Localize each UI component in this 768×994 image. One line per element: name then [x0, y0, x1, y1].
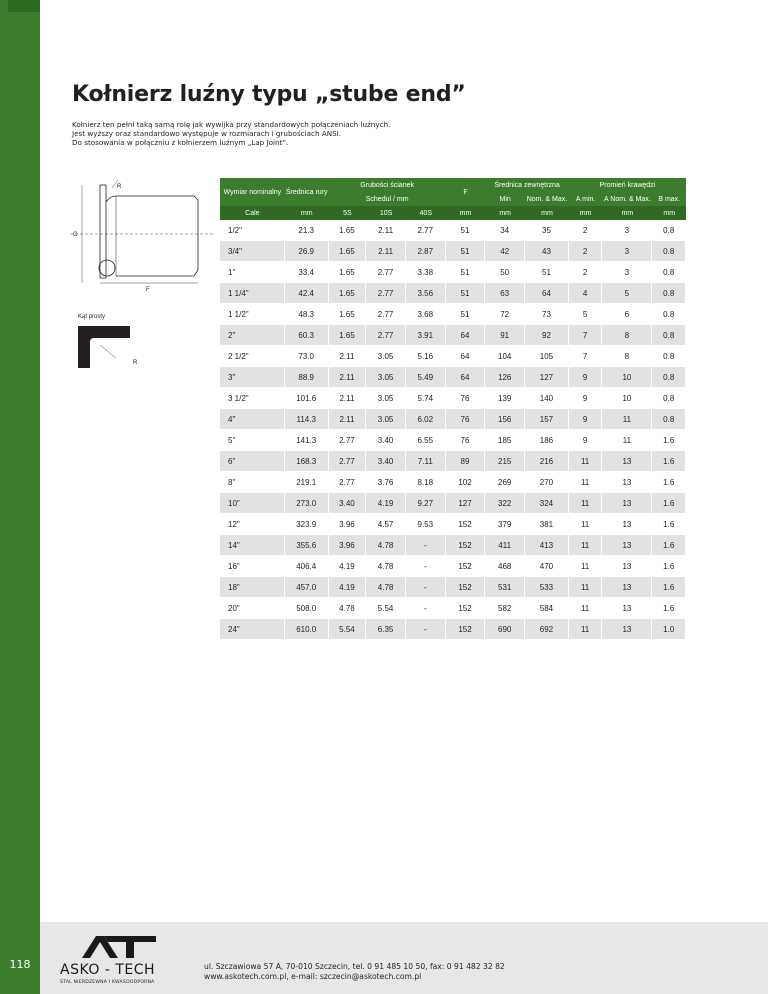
header-schedul: Schedul / mm	[329, 192, 446, 206]
unit-cell: 40S	[406, 206, 446, 220]
size-cell: 3/4"	[220, 241, 285, 262]
table-row	[220, 430, 686, 451]
value-cell: 3.05	[366, 388, 406, 409]
value-cell: 4.57	[366, 514, 406, 535]
value-cell: 60.3	[285, 325, 329, 346]
value-cell: 168.3	[285, 451, 329, 472]
value-cell: 270	[525, 472, 569, 493]
value-cell: 11	[569, 472, 602, 493]
value-cell: 63	[485, 283, 525, 304]
size-cell: 4"	[220, 409, 285, 430]
table-row	[220, 556, 686, 577]
value-cell: 2.87	[406, 241, 446, 262]
unit-cell: mm	[446, 206, 486, 220]
value-cell: 152	[446, 577, 486, 598]
value-cell: 11	[569, 493, 602, 514]
size-cell: 5"	[220, 430, 285, 451]
value-cell: 0.8	[652, 241, 686, 262]
value-cell: 2	[569, 262, 602, 283]
value-cell: 2.77	[366, 262, 406, 283]
value-cell: 73	[525, 304, 569, 325]
value-cell: 0.8	[652, 262, 686, 283]
value-cell: 152	[446, 619, 486, 640]
value-cell: 51	[446, 283, 486, 304]
table-row	[220, 388, 686, 409]
value-cell: 6	[602, 304, 652, 325]
value-cell: 355.6	[285, 535, 329, 556]
header-a-nom-max: A Nom. & Max.	[602, 192, 652, 206]
units-row	[220, 206, 686, 220]
table-row	[220, 283, 686, 304]
value-cell: 6.02	[406, 409, 446, 430]
sidebar-band	[0, 0, 40, 994]
value-cell: 322	[485, 493, 525, 514]
header-a-min: A min.	[569, 192, 602, 206]
table-row	[220, 409, 686, 430]
value-cell: 72	[485, 304, 525, 325]
header-b-max: B max.	[652, 192, 686, 206]
value-cell: 11	[569, 535, 602, 556]
value-cell: 7.11	[406, 451, 446, 472]
value-cell: 0.8	[652, 409, 686, 430]
value-cell: 610.0	[285, 619, 329, 640]
value-cell: 2.77	[329, 430, 367, 451]
value-cell: 11	[569, 619, 602, 640]
value-cell: 1.6	[652, 556, 686, 577]
value-cell: 5.74	[406, 388, 446, 409]
size-cell: 10"	[220, 493, 285, 514]
unit-cell: mm	[569, 206, 602, 220]
value-cell: 215	[485, 451, 525, 472]
table-row	[220, 514, 686, 535]
table-row	[220, 304, 686, 325]
value-cell: 139	[485, 388, 525, 409]
value-cell: 6.35	[366, 619, 406, 640]
label-kat-prosty: Kąt prosty	[78, 314, 106, 320]
table-row	[220, 325, 686, 346]
value-cell: 64	[525, 283, 569, 304]
value-cell: 34	[485, 220, 525, 241]
intro-line: Kołnierz ten pełni taką samą rolę jak wywijka przy standardowych połączeniach luźnych.	[72, 120, 391, 129]
value-cell: 64	[446, 367, 486, 388]
value-cell: 2.11	[329, 409, 367, 430]
header-grubosci: Grubości ścianek	[329, 178, 446, 192]
spec-table-body	[220, 220, 686, 640]
value-cell: 0.8	[652, 283, 686, 304]
value-cell: -	[406, 577, 446, 598]
value-cell: 9.27	[406, 493, 446, 514]
value-cell: 324	[525, 493, 569, 514]
value-cell: 13	[602, 619, 652, 640]
page-number: 118	[9, 958, 31, 971]
spec-table	[220, 178, 686, 640]
value-cell: 35	[525, 220, 569, 241]
value-cell: 2.11	[329, 388, 367, 409]
value-cell: 102	[446, 472, 486, 493]
value-cell: 3.05	[366, 409, 406, 430]
value-cell: 3.96	[329, 535, 367, 556]
value-cell: 73.0	[285, 346, 329, 367]
size-cell: 1 1/2"	[220, 304, 285, 325]
value-cell: 126	[485, 367, 525, 388]
value-cell: 216	[525, 451, 569, 472]
value-cell: 8	[602, 346, 652, 367]
unit-cell: 10S	[366, 206, 406, 220]
size-cell: 2"	[220, 325, 285, 346]
value-cell: 1.6	[652, 451, 686, 472]
size-cell: 3"	[220, 367, 285, 388]
value-cell: 3.96	[329, 514, 367, 535]
value-cell: 690	[485, 619, 525, 640]
header-promien: Promień krawędzi	[569, 178, 686, 192]
value-cell: 33.4	[285, 262, 329, 283]
value-cell: 2.77	[366, 304, 406, 325]
intro-text	[72, 120, 390, 148]
value-cell: 2.77	[366, 325, 406, 346]
size-cell: 20"	[220, 598, 285, 619]
value-cell: 26.9	[285, 241, 329, 262]
table-row	[220, 262, 686, 283]
table-row	[220, 472, 686, 493]
size-cell: 16"	[220, 556, 285, 577]
value-cell: 48.3	[285, 304, 329, 325]
value-cell: 3	[602, 241, 652, 262]
value-cell: 1.6	[652, 514, 686, 535]
value-cell: 4	[569, 283, 602, 304]
value-cell: 2.77	[329, 472, 367, 493]
value-cell: 2	[569, 241, 602, 262]
value-cell: 381	[525, 514, 569, 535]
value-cell: 533	[525, 577, 569, 598]
value-cell: 3.40	[366, 451, 406, 472]
value-cell: 5.16	[406, 346, 446, 367]
unit-cell: mm	[285, 206, 329, 220]
value-cell: 508.0	[285, 598, 329, 619]
value-cell: 0.8	[652, 304, 686, 325]
header-f: F	[446, 178, 486, 206]
size-cell: 14"	[220, 535, 285, 556]
value-cell: 1.65	[329, 283, 367, 304]
value-cell: 92	[525, 325, 569, 346]
value-cell: 1.65	[329, 325, 367, 346]
value-cell: 42.4	[285, 283, 329, 304]
label-r-top: R	[117, 184, 122, 190]
value-cell: 5	[569, 304, 602, 325]
unit-cell: mm	[602, 206, 652, 220]
table-row	[220, 493, 686, 514]
value-cell: 2.11	[329, 346, 367, 367]
value-cell: 4.78	[329, 598, 367, 619]
value-cell: 3	[602, 220, 652, 241]
value-cell: 50	[485, 262, 525, 283]
value-cell: 468	[485, 556, 525, 577]
value-cell: 13	[602, 577, 652, 598]
value-cell: 64	[446, 346, 486, 367]
value-cell: 4.78	[366, 535, 406, 556]
stub-end-side-view	[70, 180, 215, 283]
value-cell: 157	[525, 409, 569, 430]
value-cell: 0.8	[652, 367, 686, 388]
value-cell: 692	[525, 619, 569, 640]
value-cell: 13	[602, 556, 652, 577]
unit-cell: 5S	[329, 206, 367, 220]
logo-tagline: STAL NIERDZEWNA I KWASOODPORNA	[60, 980, 155, 985]
value-cell: 0.8	[652, 220, 686, 241]
value-cell: 3.91	[406, 325, 446, 346]
unit-cell: mm	[525, 206, 569, 220]
value-cell: 7	[569, 346, 602, 367]
value-cell: 152	[446, 598, 486, 619]
table-row	[220, 535, 686, 556]
unit-cell: mm	[485, 206, 525, 220]
value-cell: 152	[446, 556, 486, 577]
value-cell: 2.77	[406, 220, 446, 241]
value-cell: 1.65	[329, 241, 367, 262]
value-cell: 13	[602, 598, 652, 619]
size-cell: 1/2"	[220, 220, 285, 241]
value-cell: 0.8	[652, 388, 686, 409]
table-row	[220, 241, 686, 262]
value-cell: 4.78	[366, 577, 406, 598]
value-cell: 21.3	[285, 220, 329, 241]
value-cell: 105	[525, 346, 569, 367]
size-cell: 1"	[220, 262, 285, 283]
value-cell: 0.8	[652, 346, 686, 367]
size-cell: 24"	[220, 619, 285, 640]
size-cell: 1 1/4"	[220, 283, 285, 304]
value-cell: 76	[446, 388, 486, 409]
value-cell: 51	[446, 304, 486, 325]
value-cell: 11	[602, 430, 652, 451]
value-cell: 413	[525, 535, 569, 556]
value-cell: 5.49	[406, 367, 446, 388]
sidebar-tab	[8, 0, 40, 12]
flange-diagram	[70, 180, 220, 380]
size-cell: 6"	[220, 451, 285, 472]
value-cell: 411	[485, 535, 525, 556]
value-cell: 3	[602, 262, 652, 283]
value-cell: -	[406, 556, 446, 577]
value-cell: 1.65	[329, 304, 367, 325]
value-cell: 114.3	[285, 409, 329, 430]
value-cell: -	[406, 619, 446, 640]
value-cell: 76	[446, 409, 486, 430]
value-cell: 3.05	[366, 367, 406, 388]
value-cell: 1.6	[652, 493, 686, 514]
value-cell: 64	[446, 325, 486, 346]
value-cell: 3.05	[366, 346, 406, 367]
value-cell: 51	[446, 241, 486, 262]
address-contact-line: www.askotech.com.pl, e-mail: szczecin@askotech.com.pl	[204, 972, 422, 981]
value-cell: 9.53	[406, 514, 446, 535]
unit-cell: mm	[652, 206, 686, 220]
value-cell: -	[406, 598, 446, 619]
value-cell: 152	[446, 514, 486, 535]
address-line: ul. Szczawiowa 57 A, 70-010 Szczecin, tel. 0 91 485 10 50, fax: 0 91 482 32 82	[204, 962, 505, 971]
value-cell: 269	[485, 472, 525, 493]
size-cell: 12"	[220, 514, 285, 535]
value-cell: 3.68	[406, 304, 446, 325]
value-cell: 1.6	[652, 535, 686, 556]
value-cell: 91	[485, 325, 525, 346]
value-cell: 51	[446, 220, 486, 241]
value-cell: 2.11	[366, 241, 406, 262]
value-cell: 13	[602, 493, 652, 514]
value-cell: 3.40	[329, 493, 367, 514]
value-cell: 7	[569, 325, 602, 346]
value-cell: 0.8	[652, 325, 686, 346]
size-cell: 3 1/2"	[220, 388, 285, 409]
value-cell: 141.3	[285, 430, 329, 451]
value-cell: 1.0	[652, 619, 686, 640]
value-cell: 43	[525, 241, 569, 262]
value-cell: 4.19	[329, 577, 367, 598]
value-cell: 2	[569, 220, 602, 241]
value-cell: 11	[569, 514, 602, 535]
value-cell: 89	[446, 451, 486, 472]
table-row	[220, 577, 686, 598]
value-cell: 5.54	[329, 619, 367, 640]
value-cell: 76	[446, 430, 486, 451]
value-cell: 4.19	[366, 493, 406, 514]
value-cell: 3.38	[406, 262, 446, 283]
value-cell: 3.56	[406, 283, 446, 304]
header-srednica-zewn: Średnica zewnętrzna	[485, 178, 569, 192]
value-cell: 156	[485, 409, 525, 430]
value-cell: 51	[446, 262, 486, 283]
page-title: Kołnierz luźny typu „stube end”	[72, 82, 466, 107]
value-cell: 101.6	[285, 388, 329, 409]
label-f: F	[146, 287, 150, 293]
value-cell: 152	[446, 535, 486, 556]
size-cell: 2 1/2"	[220, 346, 285, 367]
value-cell: 9	[569, 367, 602, 388]
table-row	[220, 367, 686, 388]
value-cell: 2.77	[329, 451, 367, 472]
value-cell: 1.6	[652, 430, 686, 451]
intro-line: Do stosowania w połączniu z kołnierzem luźnym „Lap Joint”.	[72, 138, 289, 148]
value-cell: 5	[602, 283, 652, 304]
value-cell: 4.19	[329, 556, 367, 577]
value-cell: 51	[525, 262, 569, 283]
unit-cell: Cale	[220, 206, 285, 220]
value-cell: 1.6	[652, 598, 686, 619]
value-cell: 88.9	[285, 367, 329, 388]
table-row	[220, 598, 686, 619]
header-nom-max: Nom. & Max.	[525, 192, 569, 206]
size-cell: 18"	[220, 577, 285, 598]
label-r-bottom: R	[133, 360, 138, 366]
value-cell: 531	[485, 577, 525, 598]
table-row	[220, 220, 686, 241]
value-cell: 4.78	[366, 556, 406, 577]
value-cell: 127	[525, 367, 569, 388]
label-g: G	[73, 232, 78, 238]
value-cell: 273.0	[285, 493, 329, 514]
value-cell: 3.40	[366, 430, 406, 451]
value-cell: 11	[569, 451, 602, 472]
value-cell: 379	[485, 514, 525, 535]
company-address	[204, 962, 505, 982]
value-cell: 13	[602, 514, 652, 535]
value-cell: 140	[525, 388, 569, 409]
value-cell: 406.4	[285, 556, 329, 577]
value-cell: 323.9	[285, 514, 329, 535]
value-cell: 457.0	[285, 577, 329, 598]
value-cell: 1.6	[652, 577, 686, 598]
value-cell: 13	[602, 451, 652, 472]
value-cell: 8	[602, 325, 652, 346]
value-cell: 219.1	[285, 472, 329, 493]
value-cell: 13	[602, 472, 652, 493]
value-cell: 5.54	[366, 598, 406, 619]
header-srednica-rury: Średnica rury	[285, 178, 329, 206]
value-cell: 13	[602, 535, 652, 556]
value-cell: 11	[569, 598, 602, 619]
value-cell: 8.18	[406, 472, 446, 493]
value-cell: 2.11	[366, 220, 406, 241]
value-cell: 9	[569, 430, 602, 451]
header-min: Min	[485, 192, 525, 206]
table-row	[220, 451, 686, 472]
value-cell: 582	[485, 598, 525, 619]
value-cell: 10	[602, 388, 652, 409]
value-cell: 104	[485, 346, 525, 367]
size-cell: 8"	[220, 472, 285, 493]
value-cell: 10	[602, 367, 652, 388]
value-cell: 6.55	[406, 430, 446, 451]
value-cell: 11	[602, 409, 652, 430]
table-row	[220, 619, 686, 640]
value-cell: 9	[569, 388, 602, 409]
value-cell: 1.65	[329, 220, 367, 241]
header-wymiar: Wymiar nominalny	[220, 178, 285, 206]
value-cell: 1.6	[652, 472, 686, 493]
value-cell: -	[406, 535, 446, 556]
value-cell: 9	[569, 409, 602, 430]
right-angle-detail	[78, 326, 130, 368]
logo-text: ASKO - TECH	[60, 962, 156, 978]
value-cell: 185	[485, 430, 525, 451]
value-cell: 11	[569, 577, 602, 598]
value-cell: 11	[569, 556, 602, 577]
value-cell: 42	[485, 241, 525, 262]
table-row	[220, 346, 686, 367]
value-cell: 186	[525, 430, 569, 451]
intro-line: Jest wyższy oraz standardowo występuje w rozmiarach i grubościach ANSI.	[72, 129, 342, 139]
value-cell: 2.77	[366, 283, 406, 304]
value-cell: 3.76	[366, 472, 406, 493]
value-cell: 470	[525, 556, 569, 577]
value-cell: 2.11	[329, 367, 367, 388]
value-cell: 584	[525, 598, 569, 619]
value-cell: 127	[446, 493, 486, 514]
value-cell: 1.65	[329, 262, 367, 283]
